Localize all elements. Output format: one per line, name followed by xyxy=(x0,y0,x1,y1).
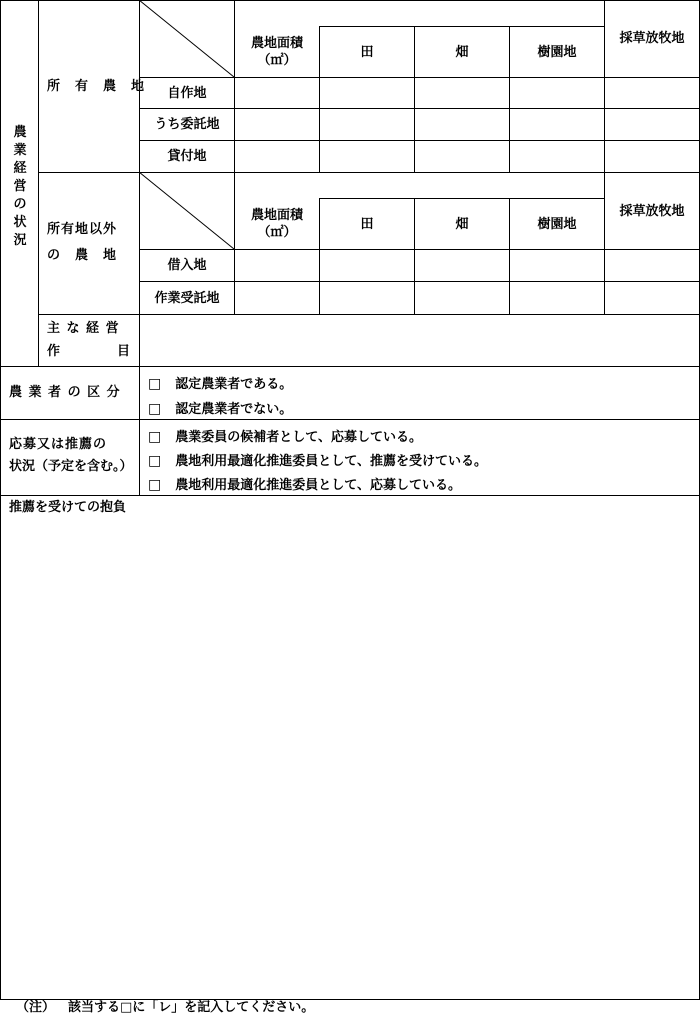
recommendation-label-line1: 応募又は推薦の xyxy=(9,437,108,452)
owned-leased-orchard-cell[interactable] xyxy=(510,141,604,172)
owned-self-orchard-cell[interactable] xyxy=(510,78,604,108)
nonowned-borrowed-orchard-cell[interactable] xyxy=(510,250,604,281)
owned-section-bottom xyxy=(38,172,699,173)
aspiration-textarea[interactable] xyxy=(1,520,699,999)
nonowned-pasture-header: 採草放牧地 xyxy=(619,203,685,219)
checkbox-icon[interactable]: □ xyxy=(148,401,162,417)
owned-self-pasture-cell[interactable] xyxy=(605,78,699,108)
recommendation-option[interactable] xyxy=(148,426,422,445)
owned-farmland-label: 所 有 農 地 xyxy=(47,79,146,94)
section-title-char: 況 xyxy=(13,233,27,248)
owned-row-label: 自作地 xyxy=(167,85,207,101)
note-label: （注） xyxy=(16,1000,56,1015)
section-title-char: 農 xyxy=(13,125,27,140)
owned-row-label: 貸付地 xyxy=(167,149,207,164)
checkbox-icon[interactable]: □ xyxy=(148,429,162,445)
checkbox-icon[interactable]: □ xyxy=(148,453,162,469)
nonowned-borrowed-field-cell[interactable] xyxy=(415,250,509,281)
section-title-char: 経 xyxy=(13,161,27,176)
nonowned-contracted-field-cell[interactable] xyxy=(415,282,509,314)
nonowned-orchard-header: 樹園地 xyxy=(537,216,577,232)
owned-orchard-header: 樹園地 xyxy=(537,44,577,60)
nonowned-header-diagonal xyxy=(139,172,235,250)
recommendation-label-line2: 状況（予定を含む。） xyxy=(9,459,133,474)
main-crop-bottom xyxy=(0,366,700,367)
outer-top-border xyxy=(0,0,700,1)
owned-entrusted-area-cell[interactable] xyxy=(235,109,319,140)
option-text: 農地利用最適化推進委員として、応募している。 xyxy=(175,478,461,493)
recommendation-bottom xyxy=(0,495,700,496)
nonowned-contracted-orchard-cell[interactable] xyxy=(510,282,604,314)
recommendation-option[interactable] xyxy=(148,450,487,469)
owned-leased-rice-cell[interactable] xyxy=(320,141,414,172)
section-title-char: 営 xyxy=(13,179,27,194)
owned-leased-field-cell[interactable] xyxy=(415,141,509,172)
owned-entrusted-rice-cell[interactable] xyxy=(320,109,414,140)
nonowned-row-label: 借入地 xyxy=(167,258,207,273)
owned-self-area-cell[interactable] xyxy=(235,78,319,108)
checkbox-icon[interactable]: □ xyxy=(148,477,162,493)
owned-self-field-cell[interactable] xyxy=(415,78,509,108)
owned-area-header xyxy=(235,26,319,78)
owned-rice-header: 田 xyxy=(360,44,374,60)
owned-field-header: 畑 xyxy=(455,44,469,60)
owned-leased-pasture-cell[interactable] xyxy=(605,141,699,172)
main-crop-input[interactable] xyxy=(140,315,699,366)
owned-area-header-text: 農地面積 xyxy=(250,36,303,51)
owned-leased-area-cell[interactable] xyxy=(235,141,319,172)
owned-row-label: うち委託地 xyxy=(154,117,220,132)
owned-entrusted-orchard-cell[interactable] xyxy=(510,109,604,140)
owned-entrusted-field-cell[interactable] xyxy=(415,109,509,140)
nonowned-contracted-pasture-cell[interactable] xyxy=(605,282,699,314)
owned-self-rice-cell[interactable] xyxy=(320,78,414,108)
farmer-class-label: 農 業 者 の 区 分 xyxy=(9,385,121,400)
section-title-vertical xyxy=(10,124,30,250)
option-text: 農地利用最適化推進委員として、推薦を受けている。 xyxy=(175,454,487,469)
owned-header-diagonal xyxy=(139,0,235,78)
nonowned-field-header: 畑 xyxy=(455,216,469,232)
nonowned-area-header xyxy=(235,198,319,250)
farmer-class-option[interactable] xyxy=(148,373,292,392)
farmer-class-bottom xyxy=(0,419,700,420)
farmer-class-option[interactable] xyxy=(148,398,292,417)
checkbox-icon[interactable]: □ xyxy=(148,376,162,392)
nonowned-contracted-area-cell[interactable] xyxy=(235,282,319,314)
section-title-char: の xyxy=(13,197,27,212)
aspiration-label: 推薦を受けての抱負 xyxy=(9,500,127,515)
owned-area-header-unit: （㎡） xyxy=(257,53,297,68)
nonowned-area-header-text: 農地面積 xyxy=(250,208,303,223)
nonowned-contracted-rice-cell[interactable] xyxy=(320,282,414,314)
option-text: 農業委員の候補者として、応募している。 xyxy=(175,430,422,445)
nonowned-borrowed-pasture-cell[interactable] xyxy=(605,250,699,281)
main-crop-label-line1: 主 な 経 営 xyxy=(47,321,120,336)
main-crop-label-line2: 作 目 xyxy=(47,344,132,359)
section-divider xyxy=(38,0,39,366)
nonowned-row-label: 作業受託地 xyxy=(154,290,220,306)
recommendation-option[interactable] xyxy=(148,474,461,493)
nonowned-area-header-unit: （㎡） xyxy=(257,225,297,240)
nonowned-farmland-label-line2: の 農 地 xyxy=(47,248,118,263)
owned-entrusted-pasture-cell[interactable] xyxy=(605,109,699,140)
nonowned-borrowed-area-cell[interactable] xyxy=(235,250,319,281)
nonowned-borrowed-rice-cell[interactable] xyxy=(320,250,414,281)
option-text: 認定農業者である。 xyxy=(175,377,293,392)
nonowned-rice-header: 田 xyxy=(360,216,374,232)
nonowned-farmland-label-line1: 所有地以外 xyxy=(47,222,118,237)
note-text: 該当する□に「レ」を記入してください。 xyxy=(68,1000,315,1015)
section-title-char: 状 xyxy=(13,215,27,230)
option-text: 認定農業者でない。 xyxy=(175,402,293,417)
owned-pasture-header: 採草放牧地 xyxy=(619,31,685,46)
section-title-char: 業 xyxy=(13,143,27,158)
